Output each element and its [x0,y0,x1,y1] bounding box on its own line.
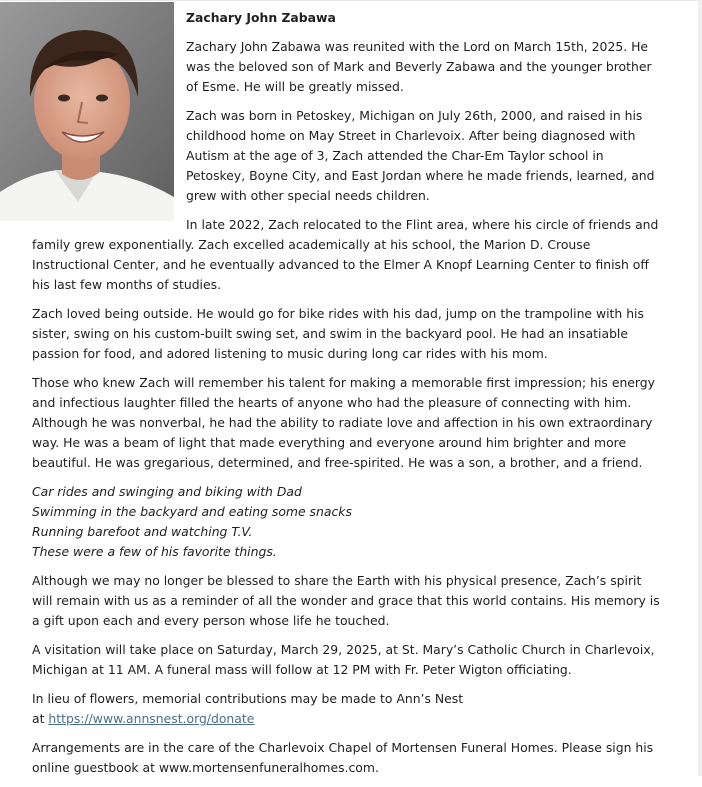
poem-line: Swimming in the backyard and eating some snacks [32,504,352,519]
paragraph-intro: Zachary John Zabawa was reunited with the Lord on March 15th, 2025. He was the beloved son of Mark and Beverly Zabawa and the younger brother of Esme. He will be greatly missed. [186,39,652,94]
paragraph-visitation: A visitation will take place on Saturday, March 29, 2025, at St. Mary’s Catholic Church in Charlevoix, Michigan at 11 AM. A funeral mass will follow at 12 PM with Fr. Peter Wigton officiating. [32,642,655,677]
donate-link[interactable]: https://www.annsnest.org/donate [48,711,255,726]
paragraph-remembrance: Those who knew Zach will remember his talent for making a memorable first impression; his energy and infectious laughter filled the hearts of anyone who had the pleasure of connecting with him. Although he was nonverbal, he had the ability to radiate love and affection in his own extraordinary way. He was a beam of light that made everything and everyone around him brighter and more beautiful. He was gregarious, determined, and free-spirited. He was a son, a brother, and a friend. [32,375,656,470]
memorial-at: at [32,711,49,726]
favorite-things-poem [32,482,664,562]
obituary-title: Zachary John Zabawa [186,10,336,25]
paragraph-early-life: Zach was born in Petoskey, Michigan on July 26th, 2000, and raised in his childhood home on May Street in Charlevoix. After being diagnosed with Autism at the age of 3, Zach attended the Char-Em Taylor school in Petoskey, Boyne City, and East Jordan where he made friends, learned, and grew with other special needs children. [186,108,655,203]
memorial-text: In lieu of flowers, memorial contributions may be made to Ann’s Nest [32,691,464,706]
obituary-article [32,8,664,787]
paragraph-spirit: Although we may no longer be blessed to share the Earth with his physical presence, Zach’s spirit will remain with us as a reminder of all the wonder and grace that this world contains. His memory is a gift upon each and every person whose life he touched. [32,573,660,628]
paragraph-flint: In late 2022, Zach relocated to the Flint area, where his circle of friends and family grew exponentially. Zach excelled academically at his school, the Marion D. Crouse Instructional Center, and he eventually advanced to the Elmer A Knopf Learning Center to finish off his last few months of studies. [32,217,659,292]
poem-line: Running barefoot and watching T.V. [32,524,253,539]
paragraph-arrangements: Arrangements are in the care of the Charlevoix Chapel of Mortensen Funeral Homes. Please sign his online guestbook at www.mortensenfuneralhomes.com. [32,740,654,775]
top-divider [0,0,702,1]
paragraph-hobbies: Zach loved being outside. He would go for bike rides with his dad, jump on the trampoline with his sister, swing on his custom-built swing set, and swim in the backyard pool. He had an insatiable passion for food, and adored listening to music during long car rides with his mom. [32,306,644,361]
poem-line: These were a few of his favorite things. [32,544,277,559]
poem-line: Car rides and swinging and biking with Dad [32,484,302,499]
paragraph-memorial [32,689,664,729]
scrollbar-track[interactable] [698,0,702,776]
